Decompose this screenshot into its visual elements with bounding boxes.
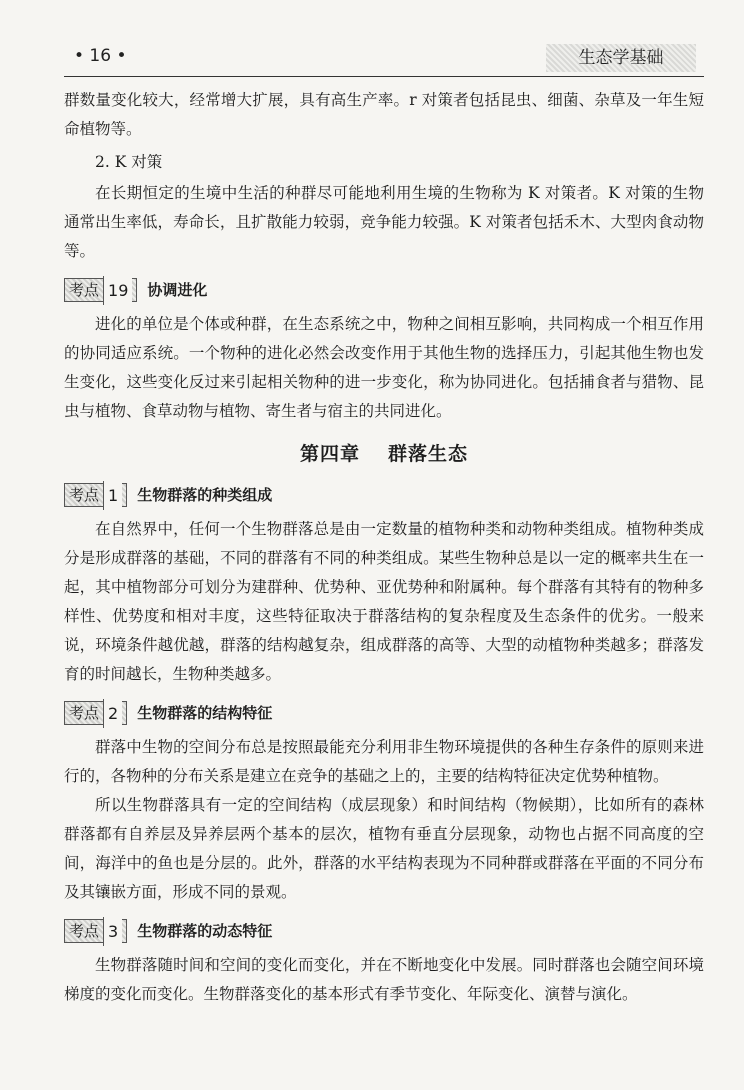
paragraph-structure-1: 群落中生物的空间分布总是按照最能充分利用非生物环境提供的各种生存条件的原则来进行的，各物种的分布关系是建立在竞争的基础之上的，主要的结构特征决定优势种植物。: [64, 738, 704, 785]
paragraph-structure-2: 所以生物群落具有一定的空间结构（成层现象）和时间结构（物候期），比如所有的森林群落都有自养层及异养层两个基本的层次，植物有垂直分层现象，动物也占据不同高度的空间，海洋中的鱼也是分层的。此外，群落的水平结构表现为不同种群或群落在平面的不同分布及其镶嵌方面，形成不同的景观。: [64, 796, 704, 901]
chapter-heading: [64, 440, 704, 469]
exam-point-badge: [64, 278, 137, 302]
exam-point-title: 协调进化: [147, 280, 208, 299]
exam-point-3: [64, 917, 704, 945]
exam-point-label: 考点: [69, 921, 100, 940]
exam-point-title: 生物群落的种类组成: [137, 485, 273, 504]
exam-point-19: [64, 276, 704, 304]
exam-point-number: 3: [103, 917, 122, 946]
exam-point-2: [64, 699, 704, 727]
subheading-k-strategy: 2. K 对策: [95, 153, 163, 171]
exam-point-label: 考点: [69, 485, 100, 504]
page-header: [64, 42, 704, 78]
running-title: 生态学基础: [546, 44, 696, 72]
page-number: • 16 •: [74, 46, 127, 66]
exam-point-1: [64, 481, 704, 509]
paragraph-k-strategy: 在长期恒定的生境中生活的种群尽可能地利用生境的生物称为 K 对策者。K 对策的生物通常出生率低，寿命长，且扩散能力较弱，竞争能力较强。K 对策者包括禾木、大型肉食动物等。: [64, 184, 704, 260]
chapter-number: 第四章: [299, 443, 360, 465]
exam-point-title: 生物群落的结构特征: [137, 703, 273, 722]
paragraph-r-strategy-end: 群数量变化较大，经常增大扩展，具有高生产率。r 对策者包括昆虫、细菌、杂草及一年生短命植物等。: [64, 91, 704, 138]
exam-point-label: 考点: [69, 280, 100, 299]
page-content: [64, 86, 704, 1009]
paragraph-coevolution: 进化的单位是个体或种群，在生态系统之中，物种之间相互影响，共同构成一个相互作用的协同适应系统。一个物种的进化必然会改变作用于其他生物的选择压力，引起其他生物也发生变化，这些变化反过来引起相关物种的进一步变化，称为协同进化。包括捕食者与猎物、昆虫与植物、食草动物与植物、寄生者与宿主的共同进化。: [64, 315, 704, 420]
exam-point-number: 19: [103, 276, 132, 305]
paragraph-species-composition: 在自然界中，任何一个生物群落总是由一定数量的植物种类和动物种类组成。植物种类成分是形成群落的基础，不同的群落有不同的种类组成。某些生物种总是以一定的概率共生在一起，其中植物部分可划分为建群种、优势种、亚优势种和附属种。每个群落有其特有的物种多样性、优势度和相对丰度，这些特征取决于群落结构的复杂程度及生态条件的优劣。一般来说，环境条件越优越，群落的结构越复杂，组成群落的高等、大型的动植物种类越多；群落发育的时间越长，生物种类越多。: [64, 520, 704, 683]
exam-point-badge: [64, 701, 127, 725]
exam-point-label: 考点: [69, 703, 100, 722]
chapter-title: 群落生态: [388, 443, 469, 465]
exam-point-number: 1: [103, 481, 122, 510]
exam-point-number: 2: [103, 699, 122, 728]
header-rule: [64, 76, 704, 77]
exam-point-badge: [64, 483, 127, 507]
paragraph-dynamics: 生物群落随时间和空间的变化而变化，并在不断地变化中发展。同时群落也会随空间环境梯度的变化而变化。生物群落变化的基本形式有季节变化、年际变化、演替与演化。: [64, 956, 704, 1003]
exam-point-badge: [64, 919, 127, 943]
exam-point-title: 生物群落的动态特征: [137, 921, 273, 940]
